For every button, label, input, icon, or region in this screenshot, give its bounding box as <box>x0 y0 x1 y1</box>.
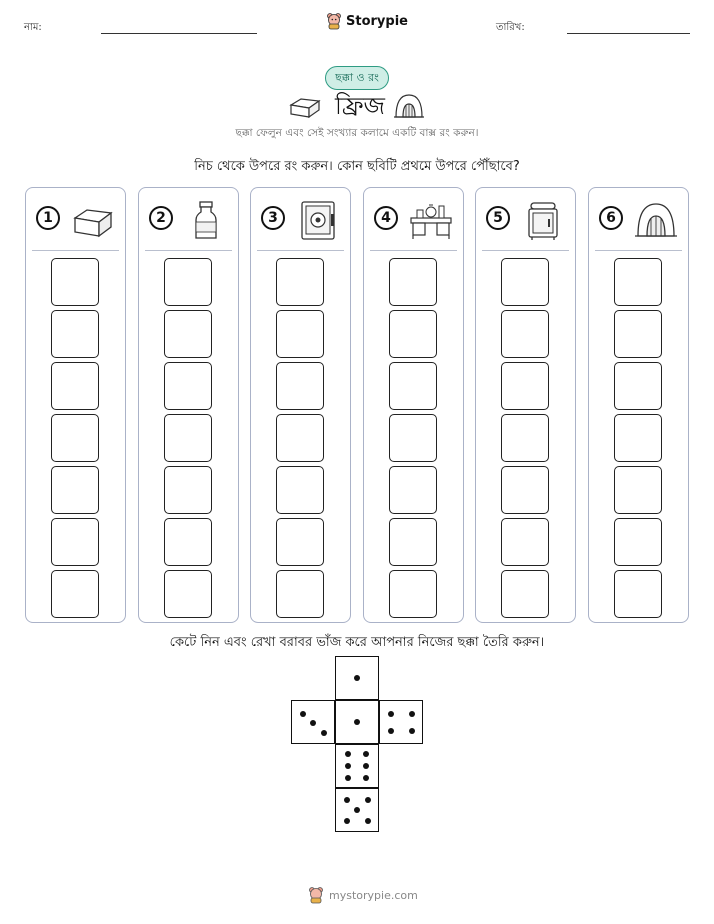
bear-mascot-icon <box>326 12 342 30</box>
column-5 <box>475 187 576 623</box>
color-box[interactable] <box>51 362 99 410</box>
cut-instruction: কেটে নিন এবং রেখা বরাবর ভাঁজ করে আপনার নিজের ছক্কা তৈরি করুন। <box>169 635 545 650</box>
die-pip <box>344 818 350 824</box>
color-box[interactable] <box>51 518 99 566</box>
color-box[interactable] <box>51 414 99 462</box>
name-line[interactable] <box>101 33 257 34</box>
column-4 <box>363 187 464 623</box>
color-box[interactable] <box>614 362 662 410</box>
color-box[interactable] <box>164 414 212 462</box>
color-box[interactable] <box>51 258 99 306</box>
die-pip <box>321 730 327 736</box>
column-divider <box>145 250 232 251</box>
color-box[interactable] <box>276 310 324 358</box>
die-face-1 <box>335 656 379 700</box>
die-face-3 <box>291 700 335 744</box>
die-face-1 <box>335 700 379 744</box>
footer <box>308 886 418 904</box>
column-number: 3 <box>261 206 285 230</box>
column-number: 5 <box>486 206 510 230</box>
color-box[interactable] <box>501 518 549 566</box>
die-pip <box>388 728 394 734</box>
die-pip <box>388 711 394 717</box>
color-box[interactable] <box>501 258 549 306</box>
die-pip <box>310 720 316 726</box>
kitchen-counter-icon <box>409 200 453 240</box>
color-box[interactable] <box>164 466 212 514</box>
color-box[interactable] <box>501 310 549 358</box>
milk-bottle-icon <box>184 200 228 240</box>
column-divider <box>482 250 569 251</box>
color-box[interactable] <box>389 310 437 358</box>
die-pip <box>354 807 360 813</box>
column-6 <box>588 187 689 623</box>
color-box[interactable] <box>501 570 549 618</box>
column-divider <box>595 250 682 251</box>
color-box[interactable] <box>164 258 212 306</box>
column-2 <box>138 187 239 623</box>
die-pip <box>363 751 369 757</box>
column-divider <box>257 250 344 251</box>
color-box[interactable] <box>51 570 99 618</box>
igloo-icon <box>393 92 425 120</box>
color-box[interactable] <box>501 414 549 462</box>
date-line[interactable] <box>567 33 690 34</box>
bear-mascot-icon <box>308 886 324 904</box>
footer-url[interactable]: mystorypie.com <box>329 888 418 902</box>
color-box[interactable] <box>276 466 324 514</box>
brand-logo <box>326 12 408 30</box>
die-pip <box>300 711 306 717</box>
die-pip <box>354 719 360 725</box>
column-divider <box>370 250 457 251</box>
die-face-6 <box>335 744 379 788</box>
color-box[interactable] <box>389 414 437 462</box>
die-pip <box>365 818 371 824</box>
die-pip <box>344 797 350 803</box>
column-3 <box>250 187 351 623</box>
subtitle: ছক্কা ফেলুন এবং সেই সংখ্যার কলামে একটি বাক্স রং করুন। <box>235 127 479 139</box>
color-box[interactable] <box>164 518 212 566</box>
color-box[interactable] <box>389 570 437 618</box>
color-box[interactable] <box>51 466 99 514</box>
die-pip <box>354 675 360 681</box>
column-number: 6 <box>599 206 623 230</box>
color-box[interactable] <box>501 362 549 410</box>
color-box[interactable] <box>276 518 324 566</box>
cabinet-icon <box>521 200 565 240</box>
color-box[interactable] <box>164 362 212 410</box>
column-1 <box>25 187 126 623</box>
page-title: ফ্রিজ <box>335 92 385 120</box>
color-box[interactable] <box>164 310 212 358</box>
color-box[interactable] <box>614 310 662 358</box>
color-box[interactable] <box>614 570 662 618</box>
color-box[interactable] <box>276 258 324 306</box>
color-box[interactable] <box>276 414 324 462</box>
safe-icon <box>296 200 340 240</box>
die-pip <box>409 728 415 734</box>
coloring-instruction: নিচ থেকে উপরে রং করুন। কোন ছবিটি প্রথমে উপরে পৌঁছাবে? <box>194 159 520 174</box>
color-box[interactable] <box>389 466 437 514</box>
column-number: 4 <box>374 206 398 230</box>
color-box[interactable] <box>389 518 437 566</box>
die-pip <box>409 711 415 717</box>
color-box[interactable] <box>389 258 437 306</box>
color-box[interactable] <box>276 362 324 410</box>
date-label: তারিখ: <box>496 22 525 33</box>
die-pip <box>345 763 351 769</box>
color-box[interactable] <box>614 258 662 306</box>
color-box[interactable] <box>614 466 662 514</box>
activity-badge: ছক্কা ও রং <box>325 66 389 90</box>
column-divider <box>32 250 119 251</box>
column-number: 1 <box>36 206 60 230</box>
color-box[interactable] <box>501 466 549 514</box>
igloo-icon <box>634 200 678 240</box>
butter-icon <box>71 200 115 240</box>
color-box[interactable] <box>164 570 212 618</box>
column-number: 2 <box>149 206 173 230</box>
die-pip <box>345 751 351 757</box>
brand-name: Storypie <box>346 13 408 29</box>
die-face-4 <box>379 700 423 744</box>
color-box[interactable] <box>614 414 662 462</box>
die-pip <box>345 775 351 781</box>
color-box[interactable] <box>614 518 662 566</box>
color-box[interactable] <box>276 570 324 618</box>
name-label: নাম: <box>24 22 42 33</box>
die-pip <box>363 775 369 781</box>
color-box[interactable] <box>389 362 437 410</box>
butter-icon <box>289 95 321 119</box>
die-pip <box>363 763 369 769</box>
die-pip <box>365 797 371 803</box>
color-box[interactable] <box>51 310 99 358</box>
die-face-5 <box>335 788 379 832</box>
